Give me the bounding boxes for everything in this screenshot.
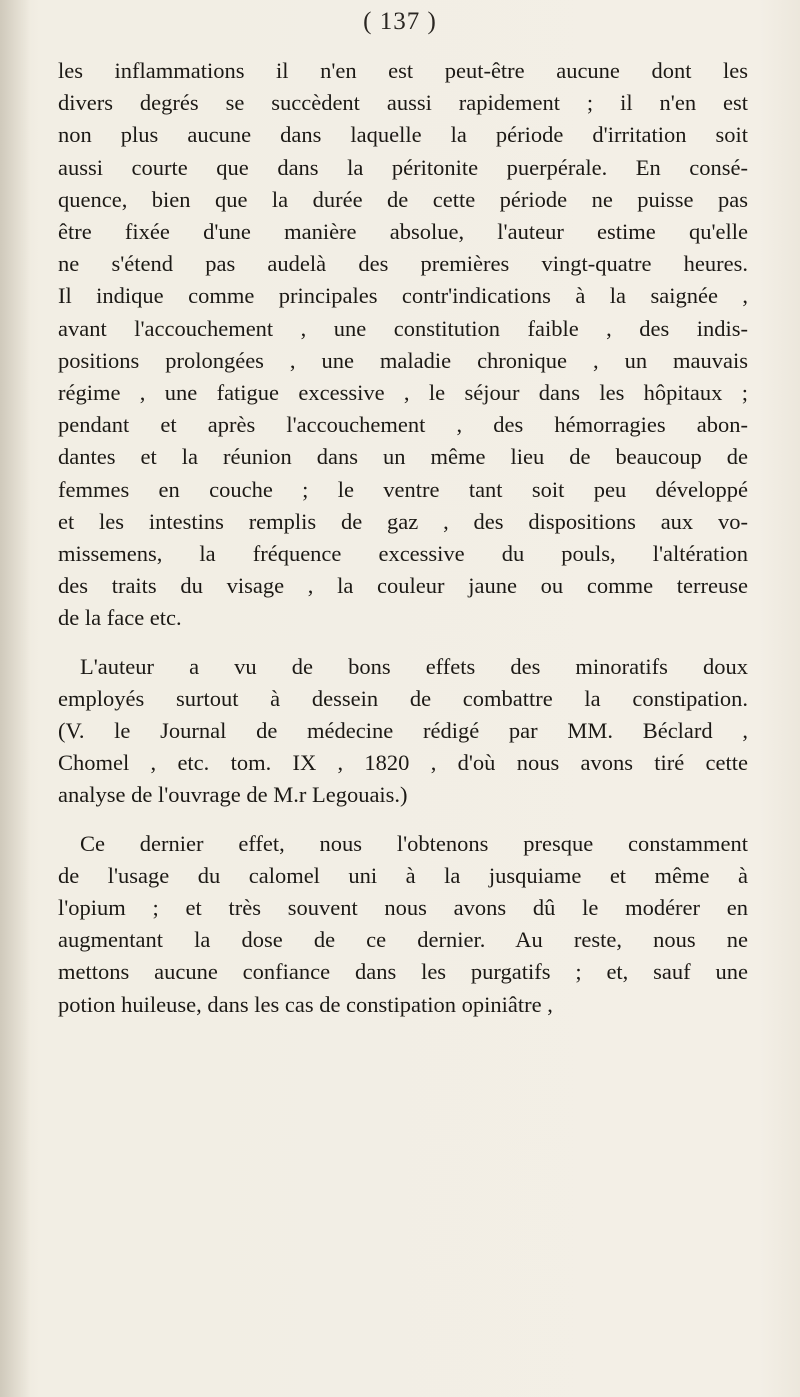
text-line: quence, bien que la durée de cette période ne puisse pas (58, 186, 748, 212)
text-line: employés surtout à dessein de combattre la constipation. (58, 685, 748, 711)
text-line: L'auteur a vu de bons effets des minoratifs doux (80, 653, 748, 679)
text-line: positions prolongées , une maladie chronique , un mauvais (58, 347, 748, 373)
text-line: potion huileuse, dans les cas de constipation opiniâtre , (58, 991, 553, 1017)
page-binding-edge (0, 0, 30, 1397)
text-line: analyse de l'ouvrage de M.r Legouais.) (58, 782, 408, 808)
text-line: les inflammations il n'en est peut-être aucune dont les (58, 58, 748, 83)
text-line: dantes et la réunion dans un même lieu de beaucoup de (58, 444, 748, 470)
paragraph-3 (58, 828, 748, 1021)
text-line: des traits du visage , la couleur jaune ou comme terreuse (58, 573, 748, 599)
paragraph-2 (58, 651, 748, 812)
paragraph-gap (58, 635, 748, 651)
text-line: Il indique comme principales contr'indications à la saignée , (58, 283, 748, 309)
text-line: de l'usage du calomel uni à la jusquiame et même à (58, 862, 748, 888)
text-line: augmentant la dose de ce dernier. Au reste, nous ne (58, 927, 748, 953)
body-text (58, 55, 748, 1021)
text-line: régime , une fatigue excessive , le séjour dans les hôpitaux ; (58, 380, 748, 406)
paragraph-gap (58, 812, 748, 828)
text-line: Chomel , etc. tom. IX , 1820 , d'où nous avons tiré cette (58, 750, 748, 776)
text-line: Ce dernier effet, nous l'obtenons presque constamment (80, 830, 748, 856)
text-line: divers degrés se succèdent aussi rapidement ; il n'en est (58, 90, 748, 116)
text-line: missemens, la fréquence excessive du pouls, l'altération (58, 541, 748, 567)
text-line: femmes en couche ; le ventre tant soit peu développé (58, 476, 748, 502)
text-line: (V. le Journal de médecine rédigé par MM. Béclard , (58, 718, 748, 744)
text-line: l'opium ; et très souvent nous avons dû le modérer en (58, 895, 748, 921)
paragraph-1 (58, 55, 748, 635)
text-line: aussi courte que dans la péritonite puerpérale. En consé- (58, 154, 748, 180)
text-line: mettons aucune confiance dans les purgatifs ; et, sauf une (58, 959, 748, 985)
text-line: de la face etc. (58, 605, 182, 631)
text-line: non plus aucune dans laquelle la période d'irritation soit (58, 122, 748, 148)
text-line: être fixée d'une manière absolue, l'auteur estime qu'elle (58, 219, 748, 245)
text-line: pendant et après l'accouchement , des hémorragies abon- (58, 412, 748, 438)
text-line: ne s'étend pas audelà des premières vingt-quatre heures. (58, 251, 748, 277)
page-number: ( 137 ) (363, 8, 437, 35)
text-line: et les intestins remplis de gaz , des dispositions aux vo- (58, 508, 748, 534)
text-line: avant l'accouchement , une constitution faible , des indis- (58, 315, 748, 341)
